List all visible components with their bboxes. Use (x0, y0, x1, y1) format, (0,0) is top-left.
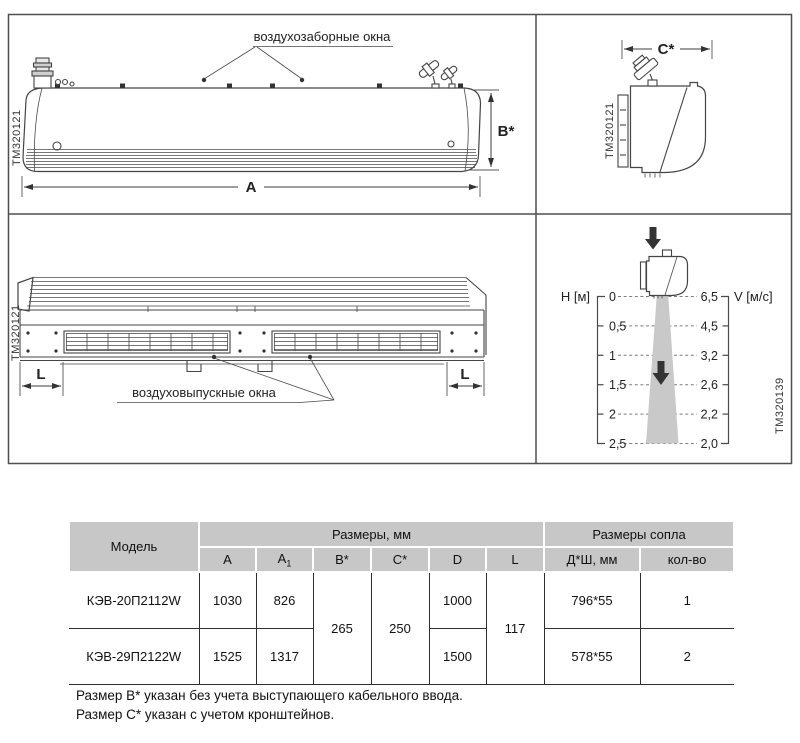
h-axis-bracket (598, 297, 606, 444)
header-col-nozzle-size: Д*Ш, мм (544, 547, 640, 572)
header-col-b: B* (313, 547, 371, 572)
intake-arrow-icon (645, 227, 661, 250)
dim-c-label: C* (657, 41, 675, 58)
dim-b-label: B* (497, 123, 515, 140)
dim-l-right-label: L (460, 366, 470, 383)
cell-d: 1000 (429, 572, 486, 628)
cell-model: КЭВ-29П2122W (69, 628, 199, 684)
header-col-c: C* (371, 547, 429, 572)
leader-dot (308, 355, 312, 359)
header-col-l: L (486, 547, 544, 572)
side-ribs (618, 95, 628, 167)
v-tick-2: 3,2 (700, 348, 718, 363)
v-tick-4: 2,2 (700, 407, 718, 422)
note-c: Размер C* указан с учетом кронштейнов. (76, 707, 335, 722)
table-row (69, 572, 734, 628)
v-tick-5: 2,0 (700, 437, 718, 451)
h-tick-3: 1,5 (609, 378, 627, 393)
header-nozzle-group: Размеры сопла (544, 521, 734, 547)
air-curtain-front-body (23, 88, 481, 172)
header-col-d: D (429, 547, 486, 572)
airflow-diagram (561, 227, 786, 451)
side-view-drawing (604, 40, 712, 178)
header-dims-group: Размеры, мм (199, 521, 544, 547)
bracket-hook (258, 361, 272, 372)
cell-a1: 1317 (256, 628, 313, 684)
mounting-tabs (55, 84, 463, 89)
h-axis-label: H [м] (560, 289, 590, 304)
front-view-drawing (11, 29, 514, 197)
water-valves (417, 57, 460, 88)
bracket-hook (187, 361, 201, 372)
dimensions-table (68, 520, 735, 685)
header-col-a1: $A_1$ (256, 547, 313, 572)
header-model: Модель (69, 521, 199, 572)
v-tick-0: 6,5 (700, 290, 718, 304)
dim-a-label: A (245, 179, 257, 196)
v-tick-3: 2,6 (700, 378, 718, 393)
note-b: Размер B* указан без учета выступающего кабельного ввода. (76, 688, 463, 703)
intake-windows-label: воздухозаборные окна (253, 29, 391, 44)
cell-a: 1525 (199, 628, 256, 684)
cell-nozzle-size: 796*55 (544, 572, 640, 628)
leader-dot (212, 355, 216, 359)
side-bottom-ticks (645, 174, 660, 178)
bottom-view-drawing (10, 278, 486, 403)
cell-l-merged: 117 (486, 572, 544, 684)
cable-gland (32, 58, 74, 88)
air-curtain-side-body (631, 83, 706, 173)
cell-nozzle-qty: 2 (640, 628, 734, 684)
cell-nozzle-qty: 1 (640, 572, 734, 628)
h-tick-0: 0 (609, 290, 616, 304)
outlet-grille-2 (272, 331, 440, 353)
top-louver-band (27, 278, 470, 307)
tm-code-bottom: ТМ320121 (10, 304, 22, 361)
front-louver-strip (26, 150, 477, 168)
leader-dot (202, 78, 206, 82)
leader-dot (300, 78, 304, 82)
outlet-grille-1 (64, 331, 230, 353)
tm-code-front: ТМ320121 (11, 109, 23, 166)
cell-c-merged: 250 (371, 572, 429, 684)
h-tick-2: 1 (609, 348, 616, 363)
h-tick-1: 0,5 (609, 319, 627, 334)
tm-code-side: ТМ320121 (604, 102, 616, 159)
v-axis-label: V [м/с] (734, 289, 773, 304)
h-tick-4: 2 (609, 407, 616, 422)
header-col-nozzle-qty: кол-во (640, 547, 734, 572)
outlet-windows-label: воздуховыпускные окна (132, 385, 276, 400)
cell-nozzle-size: 578*55 (544, 628, 640, 684)
cell-a1: 826 (256, 572, 313, 628)
cell-d: 1500 (429, 628, 486, 684)
dim-l-left-label: L (36, 366, 46, 383)
tm-code-airflow: ТМ320139 (774, 377, 786, 434)
v-axis-bracket (721, 297, 729, 444)
v-tick-1: 4,5 (700, 319, 718, 334)
cell-a: 1030 (199, 572, 256, 628)
bottom-face (20, 310, 484, 364)
h-tick-5: 2,5 (609, 437, 627, 451)
footnotes (76, 686, 463, 724)
cell-b-merged: 265 (313, 572, 371, 684)
face-ticks (148, 306, 357, 312)
side-valve (628, 51, 659, 86)
air-curtain-unit-icon (641, 227, 688, 299)
cell-model: КЭВ-20П2112W (69, 572, 199, 628)
header-col-a: A (199, 547, 256, 572)
